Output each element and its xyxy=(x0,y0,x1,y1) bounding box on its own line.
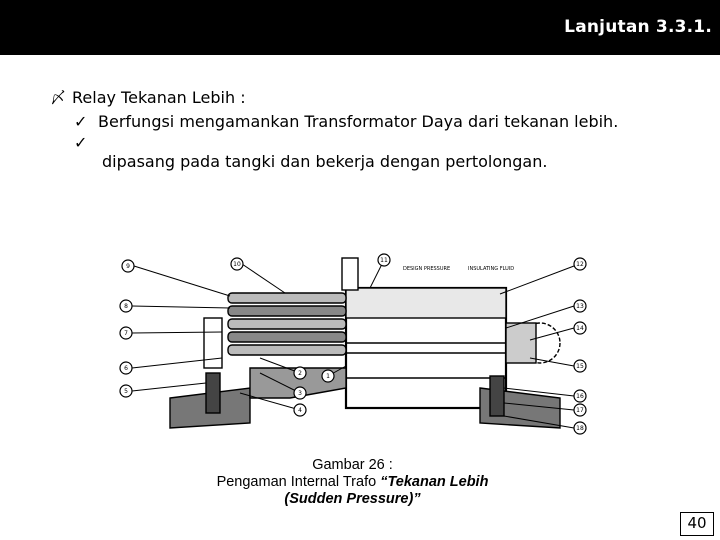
caption-line-3-emphasis: (Sudden Pressure)” xyxy=(284,491,421,507)
callout-label: 11 xyxy=(380,257,388,264)
callout-label: 17 xyxy=(576,407,584,414)
diagram-label-insulating-fluid: INSULATING FLUID xyxy=(468,266,515,272)
callout-label: 16 xyxy=(576,393,584,400)
callout-label: 2 xyxy=(298,370,302,377)
callout-label: 12 xyxy=(576,261,584,268)
figure-caption xyxy=(190,457,515,508)
diagram-label-design-pressure: DESIGN PRESSURE xyxy=(403,266,451,272)
pen-nib-bullet-icon: 〆 xyxy=(50,88,67,107)
callout-label: 5 xyxy=(124,388,128,395)
callout-label: 4 xyxy=(298,407,302,414)
callout-label: 3 xyxy=(298,390,302,397)
sudden-pressure-relay-diagram xyxy=(110,248,600,448)
sub-bullet-2-text: dipasang pada tangki dan bekerja dengan pertolongan. xyxy=(102,152,548,171)
check-icon: ✓ xyxy=(74,112,88,131)
caption-line-2-emphasis: “Tekanan Lebih xyxy=(380,474,489,490)
caption-line-2: Pengaman Internal Trafo xyxy=(216,474,381,490)
callout-label: 13 xyxy=(576,303,584,310)
callout-label: 18 xyxy=(576,425,584,432)
sub-bullet-1 xyxy=(74,112,618,132)
main-bullet-text: Relay Tekanan Lebih : xyxy=(72,88,246,107)
callout-label: 6 xyxy=(124,365,128,372)
caption-line-1: Gambar 26 : xyxy=(312,457,393,473)
callout-label: 7 xyxy=(124,330,128,337)
main-bullet xyxy=(50,88,246,108)
callout-label: 14 xyxy=(576,325,584,332)
callout-label: 1 xyxy=(326,373,330,380)
sub-bullet-2 xyxy=(74,133,98,153)
slide-title: Lanjutan 3.3.1. xyxy=(564,17,712,37)
page-number: 40 xyxy=(680,512,714,536)
header-bar xyxy=(0,0,720,55)
callout-label: 15 xyxy=(576,363,584,370)
check-icon: ✓ xyxy=(74,133,88,152)
callout-label: 9 xyxy=(126,263,130,270)
sub-bullet-1-text: Berfungsi mengamankan Transformator Daya dari tekanan lebih. xyxy=(98,112,619,131)
callout-label: 8 xyxy=(124,303,128,310)
callout-label: 10 xyxy=(233,261,241,268)
